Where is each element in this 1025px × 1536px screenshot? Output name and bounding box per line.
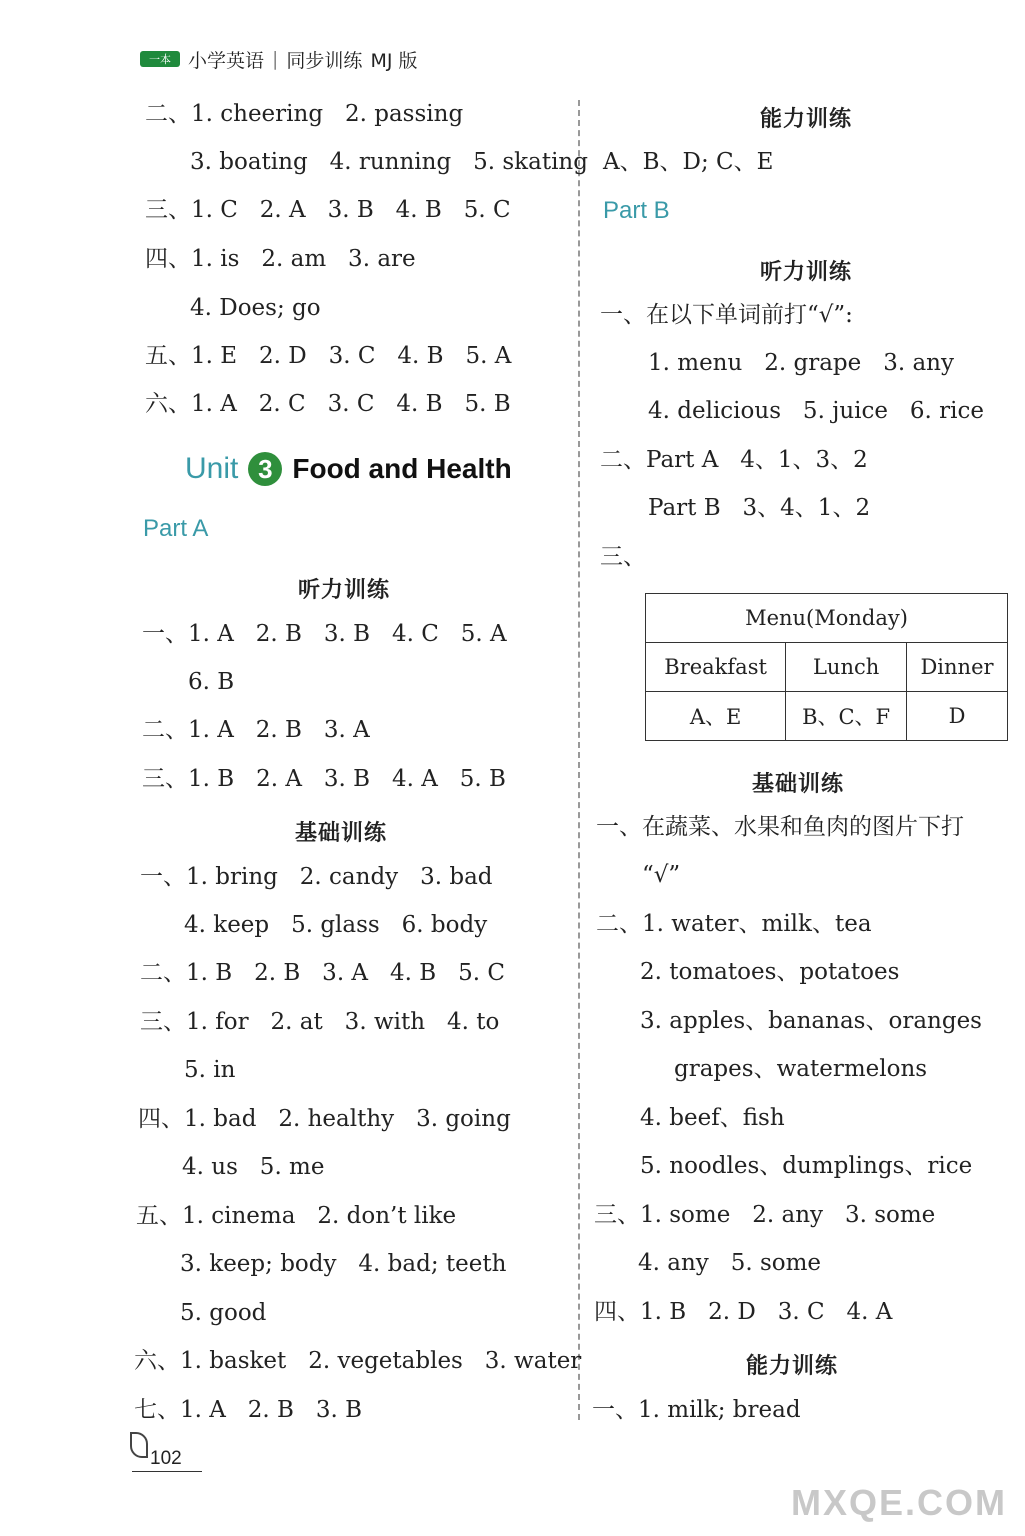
section-heading: 能力训练: [746, 1354, 839, 1379]
answer-line: 五、1. cinema 2. don’t like: [136, 1203, 457, 1229]
section-heading: 听力训练: [760, 260, 853, 285]
menu-table-title: Menu(Monday): [646, 594, 1008, 643]
unit-title: Food and Health: [292, 453, 512, 484]
answer-line: 1. menu 2. grape 3. any: [648, 350, 954, 376]
answer-line: 六、1. A 2. C 3. C 4. B 5. B: [145, 391, 511, 417]
header-separator: |: [272, 48, 279, 70]
answer-line: 三、1. some 2. any 3. some: [594, 1202, 936, 1228]
answer-line: 四、1. is 2. am 3. are: [145, 246, 416, 272]
answer-line: 6. B: [188, 669, 235, 695]
answer-line: 4. Does; go: [190, 295, 321, 321]
column-divider: [578, 100, 580, 1420]
page-header: [140, 44, 417, 74]
unit-label: Unit: [185, 452, 239, 485]
answer-line: 四、1. B 2. D 3. C 4. A: [594, 1299, 893, 1325]
answer-line: 四、1. bad 2. healthy 3. going: [138, 1106, 511, 1132]
answer-line: 3. keep; body 4. bad; teeth: [180, 1251, 507, 1277]
answer-line: 三、1. B 2. A 3. B 4. A 5. B: [142, 766, 506, 792]
answer-line: 2. tomatoes、potatoes: [640, 959, 900, 985]
answer-line: “√”: [642, 862, 681, 888]
answer-line: 一、1. bring 2. candy 3. bad: [140, 864, 493, 890]
menu-cell-dinner: D: [907, 692, 1008, 741]
part-b-heading: Part B: [603, 197, 670, 224]
section-heading: 听力训练: [298, 578, 391, 603]
part-a-heading: Part A: [143, 515, 209, 542]
answer-line: 二、Part A 4、1、3、2: [600, 447, 868, 473]
answer-line: 4. any 5. some: [638, 1250, 822, 1276]
menu-header-dinner: Dinner: [907, 643, 1008, 692]
answer-line: 七、1. A 2. B 3. B: [134, 1397, 363, 1423]
answer-line: 3. apples、bananas、oranges: [640, 1008, 982, 1034]
page-number: 102: [150, 1448, 182, 1469]
leaf-icon: [130, 1432, 148, 1458]
menu-cell-lunch: B、C、F: [786, 692, 907, 741]
menu-header-lunch: Lunch: [786, 643, 907, 692]
answer-line: 二、1. cheering 2. passing: [145, 101, 464, 127]
answer-line: 五、1. E 2. D 3. C 4. B 5. A: [145, 343, 512, 369]
watermark: MXQE.COM: [790, 1482, 1007, 1523]
menu-table: [645, 593, 1008, 741]
answer-line: 三、1. C 2. A 3. B 4. B 5. C: [145, 197, 511, 223]
series-name: 同步训练: [286, 49, 363, 72]
answer-line: 二、1. water、milk、tea: [596, 911, 872, 937]
page-number-underline: [132, 1471, 202, 1472]
answer-line: 一、在以下单词前打“√”:: [600, 302, 853, 328]
answer-line: 一、1. A 2. B 3. B 4. C 5. A: [142, 621, 507, 647]
answer-line: 三、1. for 2. at 3. with 4. to: [140, 1009, 500, 1035]
answer-line: 4. delicious 5. juice 6. rice: [648, 398, 985, 424]
unit-number-badge: 3: [248, 452, 282, 486]
section-heading: 基础训练: [295, 821, 388, 846]
brand-logo: 一本: [140, 51, 180, 67]
answer-line: A、B、D; C、E: [603, 149, 774, 175]
unit-heading: [185, 452, 512, 486]
section-heading: 基础训练: [752, 772, 845, 797]
answer-line: 5. noodles、dumplings、rice: [640, 1153, 973, 1179]
answer-line: 4. beef、fish: [640, 1105, 785, 1131]
answer-line: 六、1. basket 2. vegetables 3. water: [134, 1348, 582, 1374]
answer-line: 二、1. A 2. B 3. A: [142, 717, 370, 743]
answer-line: grapes、watermelons: [674, 1056, 928, 1082]
answer-line: 三、: [600, 544, 646, 570]
answer-line: 3. boating 4. running 5. skating: [190, 149, 588, 175]
answer-line: 一、1. milk; bread: [592, 1397, 801, 1423]
answer-line: 4. us 5. me: [182, 1154, 325, 1180]
section-heading: 能力训练: [760, 107, 853, 132]
answer-line: 一、在蔬菜、水果和鱼肉的图片下打: [596, 814, 964, 840]
answer-line: 5. in: [184, 1057, 236, 1083]
answer-line: 二、1. B 2. B 3. A 4. B 5. C: [140, 960, 505, 986]
menu-cell-breakfast: A、E: [646, 692, 786, 741]
menu-header-breakfast: Breakfast: [646, 643, 786, 692]
answer-line: 5. good: [180, 1300, 267, 1326]
book-name: 小学英语: [188, 49, 265, 72]
edition: MJ 版: [370, 49, 418, 72]
answer-line: 4. keep 5. glass 6. body: [184, 912, 488, 938]
answer-line: Part B 3、4、1、2: [648, 495, 871, 521]
